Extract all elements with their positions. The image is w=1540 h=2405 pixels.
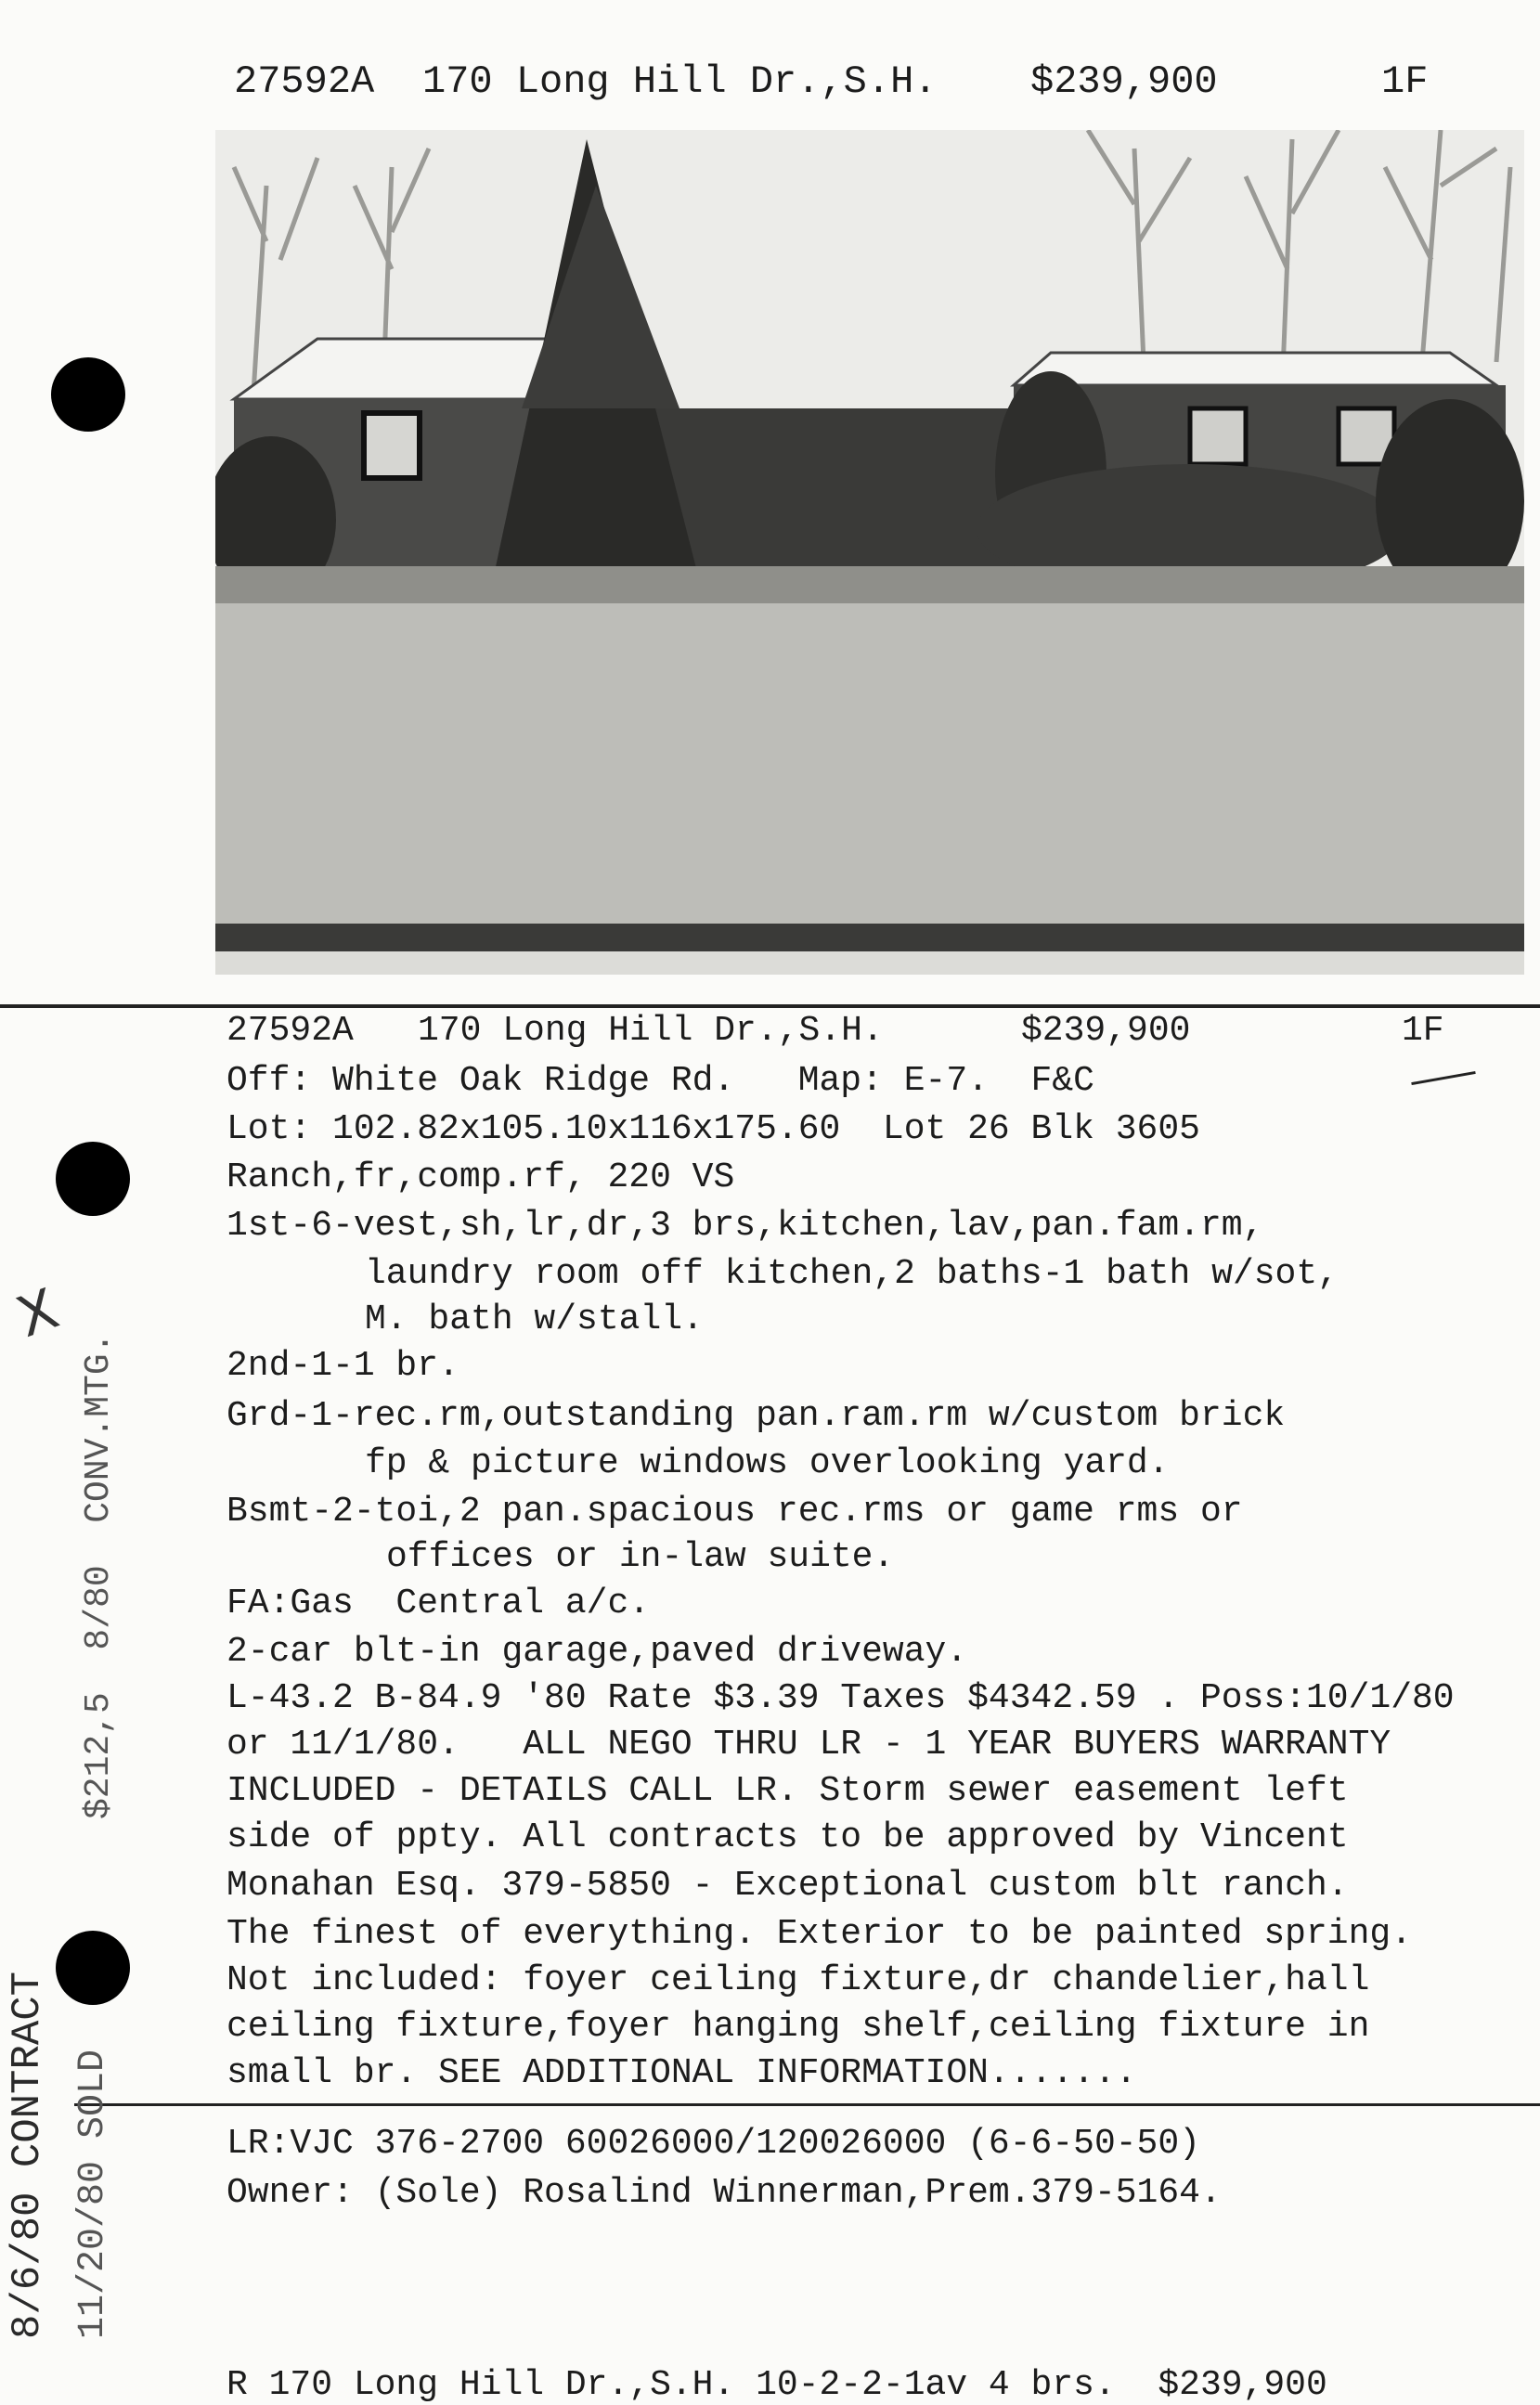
footer-summary: R 170 Long Hill Dr.,S.H. 10-2-2-1av 4 brs. $239,900: [226, 2365, 1327, 2405]
listing-line: side of ppty. All contracts to be approved by Vincent: [226, 1817, 1349, 1857]
listing-owner: Owner: (Sole) Rosalind Winnerman,Prem.379-5164.: [226, 2173, 1222, 2213]
listing-line: fp & picture windows overlooking yard.: [365, 1443, 1170, 1483]
listing-line: offices or in-law suite.: [386, 1537, 895, 1577]
listing-line: Monahan Esq. 379-5850 - Exceptional custom blt ranch.: [226, 1866, 1349, 1906]
listing-line: laundry room off kitchen,2 baths-1 bath w/sot,: [365, 1254, 1339, 1294]
listing-line: 2nd-1-1 br.: [226, 1346, 459, 1386]
listing-line: ceiling fixture,foyer hanging shelf,ceiling fixture in: [226, 2007, 1370, 2047]
photo-card-divider: [0, 1004, 1540, 1008]
listing-line: INCLUDED - DETAILS CALL LR. Storm sewer easement left: [226, 1771, 1349, 1811]
margin-contract-note: 8/6/80 CONTRACT: [5, 1971, 51, 2339]
header-listing-number: 27592A: [234, 59, 375, 104]
punch-hole: [56, 1142, 130, 1216]
punch-hole: [51, 357, 125, 432]
listing-line: L-43.2 B-84.9 '80 Rate $3.39 Taxes $4342.59 . Poss:10/1/80: [226, 1678, 1455, 1718]
listing-line: Off: White Oak Ridge Rd. Map: E-7. F&C: [226, 1061, 1094, 1101]
listing-line: or 11/1/80. ALL NEGO THRU LR - 1 YEAR BUYERS WARRANTY: [226, 1725, 1391, 1765]
listing-row-1: [0, 1011, 1540, 1060]
listing-line: 2-car blt-in garage,paved driveway.: [226, 1632, 968, 1672]
listing-number: 27592A: [226, 1011, 354, 1051]
listing-line: Bsmt-2-toi,2 pan.spacious rec.rms or game rms or: [226, 1492, 1243, 1532]
punch-hole: [56, 1931, 130, 2005]
listing-line: small br. SEE ADDITIONAL INFORMATION.......: [226, 2053, 1137, 2093]
listing-line: 1st-6-vest,sh,lr,dr,3 brs,kitchen,lav,pan.fam.rm,: [226, 1206, 1264, 1246]
margin-check-mark: X: [8, 1276, 67, 1351]
header-row: [0, 59, 1540, 106]
listing-broker: LR:VJC 376-2700 60026000/120026000 (6-6-50-50): [226, 2124, 1200, 2164]
listing-line: The finest of everything. Exterior to be painted spring.: [226, 1914, 1413, 1954]
listing-line: Not included: foyer ceiling fixture,dr chandelier,hall: [226, 1960, 1370, 2000]
listing-line: M. bath w/stall.: [365, 1299, 704, 1339]
listing-line: Ranch,fr,comp.rf, 220 VS: [226, 1157, 735, 1197]
listing-address: 170 Long Hill Dr.,S.H.: [418, 1011, 884, 1051]
listing-line: Grd-1-rec.rm,outstanding pan.ram.rm w/custom brick: [226, 1396, 1286, 1436]
margin-sale-note: $212,5 8/80 CONV.MTG.: [79, 1332, 119, 1819]
listing-line: FA:Gas Central a/c.: [226, 1584, 651, 1623]
listing-code: 1F: [1402, 1011, 1444, 1051]
listing-line: Lot: 102.82x105.10x116x175.60 Lot 26 Blk 3605: [226, 1109, 1200, 1149]
card-section-divider: [74, 2103, 1540, 2106]
pen-mark: [1411, 1071, 1475, 1085]
header-code: 1F: [1381, 59, 1429, 104]
header-price: $239,900: [1030, 59, 1218, 104]
header-address: 170 Long Hill Dr.,S.H.: [422, 59, 938, 104]
listing-price: $239,900: [1021, 1011, 1191, 1051]
house-photo: [215, 130, 1524, 975]
margin-sold-note: 11/20/80 SOLD: [72, 2049, 114, 2339]
